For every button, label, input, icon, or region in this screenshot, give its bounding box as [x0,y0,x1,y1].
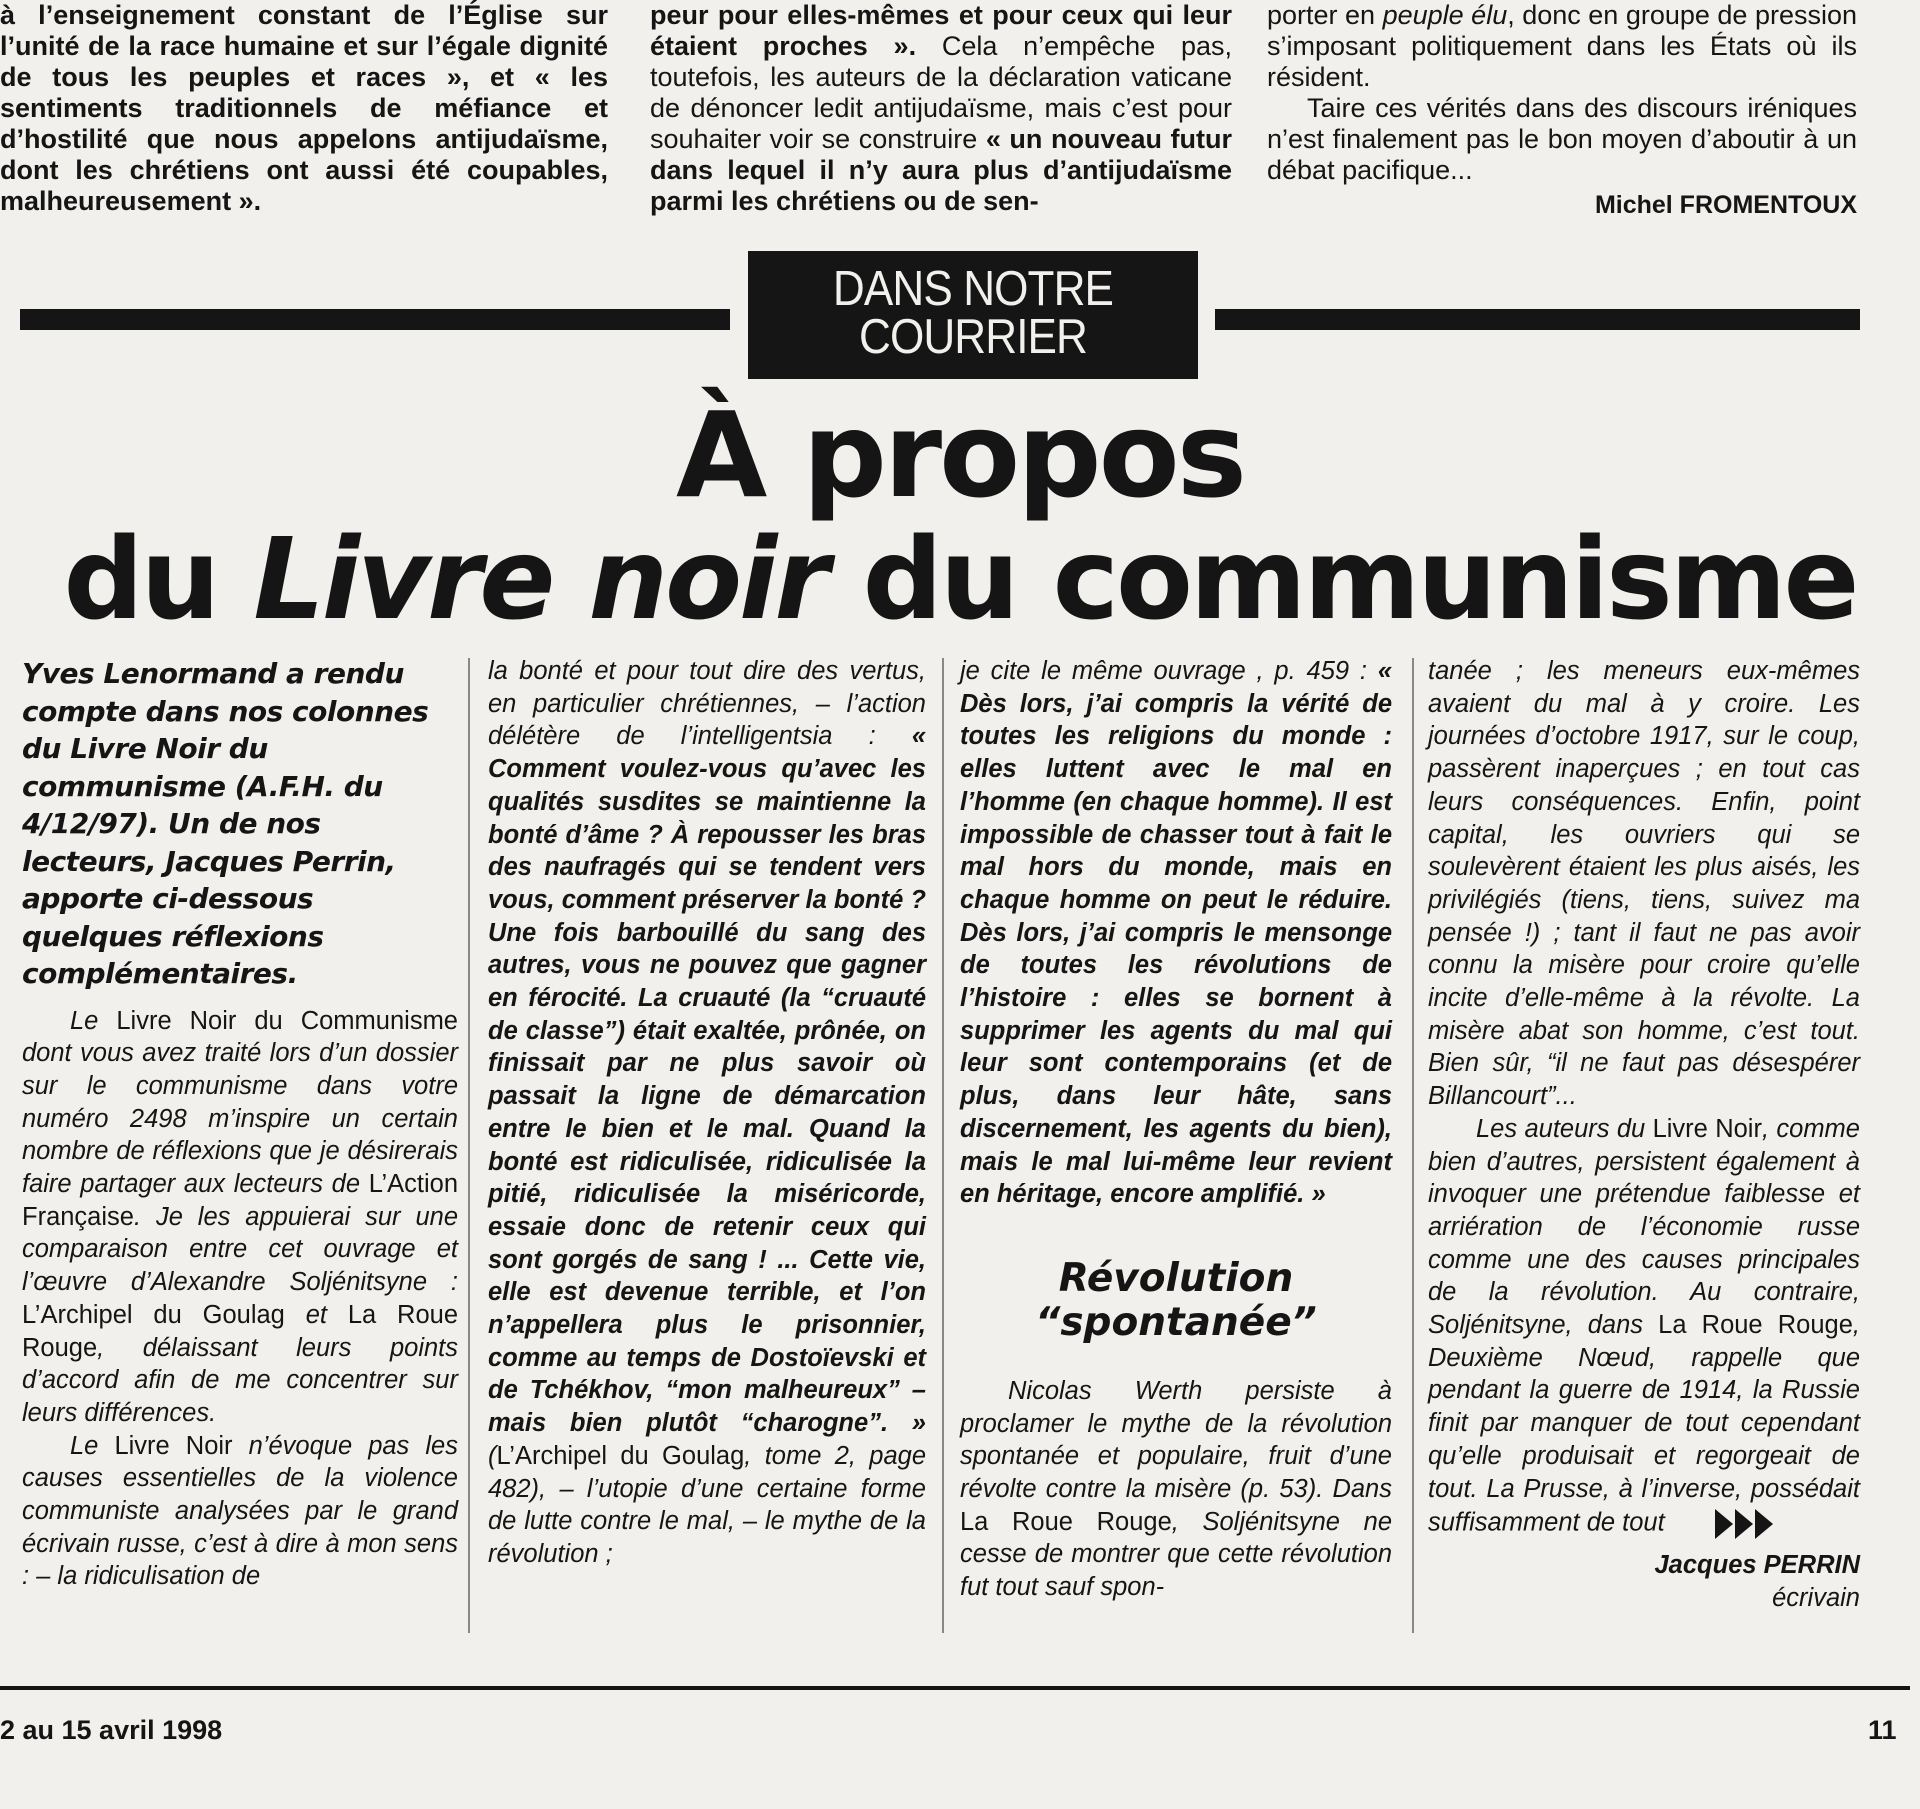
top-col2-bold2: « un nouveau futur dans lequel il n’y aura plus d’antijudaïsme parmi les chrétiens ou de sen- [650,124,1232,216]
section-box-line-1: DANS NOTRE [832,262,1114,316]
subheading-line-1: Révolution [1058,1255,1294,1301]
book-title: L’Archipel du Goulag [22,1300,285,1329]
top-col3-paragraph-2: Taire ces vérités dans des discours iréniques n’est finalement pas le bon moyen d’aboutir à un débat pacifique... [1267,93,1857,185]
col3-paragraph-1: je cite le même ouvrage , p. 459 : « Dès lors, j’ai compris la vérité de toutes les religions du monde : elles luttent avec le mal en l’homme (en chaque homme). Il est impossible de chasser tout à fait le mal hors du monde, mais en chaque homme on peut le réduire. Dès lors, j’ai compris le mensonge de toutes les révolutions de l’histoire : elles se bornent à supprimer les agents du mal qui leur sont contemporains (et de plus, dans leur hâte, sans discernement, les agents du bien), mais le mal lui-même leur revient en héritage, encore amplifié. » [960,657,1392,1209]
col3-paragraph-2: Nicolas Werth persiste à proclamer le mythe de la révolution spontanée et populaire, fruit d’une révolte contre la misère (p. 53). Dans La Roue Rouge, Soljénitsyne ne cesse de montrer que cette révolution fut tout sauf spon- [960,1376,1392,1602]
page-number: 11 [1868,1715,1897,1745]
section-rule-left [20,309,730,330]
col1-paragraph-2: Le Livre Noir n’évoque pas les causes essentielles de la violence communiste analysées par le grand écrivain russe, c’est à dire à mon sens : – la ridiculisation de [22,1431,458,1591]
col2-paragraph: la bonté et pour tout dire des vertus, en particulier chrétiennes, – l’action délétère de l’intelligentsia : « Comment voulez-vous qu’avec les qualités susdites se maintienne la bonté d’âme ? À repousser les bras des naufragés qui se tendent vers vous, comment préserver la bonté ? Une fois barbouillé du sang des autres, vous ne pouvez que gagner en férocité. La cruauté (la “cruauté de classe”) était exaltée, prônée, on finissait par ne plus savoir où passait la ligne de démarcation entre le bien et le mal. Quand la bonté est ridiculisée, ridiculisée la pitié, ridiculisée la miséricorde, essaie donc de retenir ceux qui sont gorgés de sang ! ... Cette vie, elle est devenue terrible, et l’on n’appellera plus le prisonnier, comme au temps de Dostoïevski et de Tchékhov, “mon malheureux” – mais bien plutôt “charogne”. » (L’Archipel du Goulag, tome 2, page 482), – l’utopie d’une certaine forme de lutte contre le mal, – le mythe de la révolution ; [488,657,927,1568]
article-column-2 [488,655,926,1571]
author-signature: Jacques PERRIN [1654,1551,1860,1580]
book-title: La Roue Rouge [22,1300,459,1362]
top-column-1 [0,0,608,217]
top-signature: Michel FROMENTOUX [1594,191,1857,219]
book-title: Livre Noir [114,1431,233,1460]
book-title: Livre Noir [1652,1114,1762,1143]
col1-paragraph-1: Le Livre Noir du Communisme dont vous avez traité lors d’un dossier sur le communisme dans votre numéro 2498 m’inspire un certain nombre de réflexions que je désirerais faire partager aux lecteurs de L’Action Française. Je les appuierai sur une comparaison entre cet ouvrage et l’œuvre d’Alexandre Soljénitsyne : L’Archipel du Goulag et La Roue Rouge, délaissant leurs points d’accord afin de me concentrer sur leurs différences. [22,1006,459,1427]
article-column-1 [22,655,458,1593]
headline-part-a: du [63,515,254,645]
top-column-2 [650,0,1232,217]
col4-paragraph-1: tanée ; les meneurs eux-mêmes avaient du mal à y croire. Les journées d’octobre 1917, sur le coup, passèrent inaperçues ; en tout cas leurs conséquences. Enfin, point capital, les ouvriers qui se soulevèrent étaient les plus aisés, les privilégiés (tiens, tiens, suivez ma pensée !) ; tant il faut ne pas avoir connu la misère pour croire qu’elle incite d’elle-même à la révolte. La misère abat son homme, c’est tout. Bien sûr, “il ne faut pas désespérer Billancourt”... [1428,657,1860,1111]
issue-date: 2 au 15 avril 1998 [0,1715,223,1745]
subheading-line-2: “spontanée” [1035,1299,1317,1345]
headline-line-2 [0,515,1920,645]
lede: Yves Lenormand a rendu compte dans nos colonnes du Livre Noir du communisme (A.F.H. du 4/12/97). Un de nos lecteurs, Jacques Perrin, apporte ci-dessous quelques réflexions complémentaires. [22,657,429,990]
section-rule-right [1215,309,1860,330]
newspaper-title: L’Action Française [22,1170,458,1231]
top-col2-bold: peur pour elles-mêmes et pour ceux qui leur étaient proches ». [650,0,1232,61]
top-col3-text-a: porter en [1267,0,1383,30]
top-col3-emphasis: peuple élu [1382,0,1508,30]
column-divider-1 [468,658,470,1633]
footer-rule [0,1686,1910,1690]
book-title: Livre Noir du Communisme [116,1006,458,1035]
col4-paragraph-2: Les auteurs du Livre Noir, comme bien d’autres, persistent également à invoquer une prétendue faiblesse et arriération de l’économie russe comme une des causes principales de la révolution. Au contraire, Soljénitsyne, dans La Roue Rouge, Deuxième Nœud, rappelle que pendant la guerre de 1914, la Russie finit par manquer de tout cependant qu’elle produisait et regorgeait de tout. La Prusse, à l’inverse, possédait suffisamment de tout [1428,1113,1860,1543]
headline-part-b: du communisme [826,515,1857,645]
column-divider-2 [942,658,944,1633]
book-title: L’Archipel du Goulag [496,1441,745,1470]
article-column-3 [960,655,1392,1604]
top-col1-text: à l’enseignement constant de l’Église sur l’unité de la race humaine et sur l’égale dignité de tous les peuples et races », et « les sentiments traditionnels de méfiance et d’hostilité que nous appelons antijudaïsme, dont les chrétiens ont aussi été coupables, malheureusement ». [0,0,608,216]
quotation: « Comment voulez-vous qu’avec les qualités susdites se maintienne la bonté d’âme ? À repousser les bras des naufragés qui se tendent vers vous, comment préserver la bonté ? Une fois barbouillé du sang des autres, vous ne pouvez que gagner en férocité. La cruauté (la “cruauté de classe”) était exaltée, prônée, on finissait par ne plus savoir où passait la ligne de démarcation entre le bien et le mal. Quand la bonté est ridiculisée, ridiculisée la pitié, ridiculisée la miséricorde, essaie donc de retenir ceux qui sont gorgés de sang ! ... Cette vie, elle est devenue terrible, et l’on n’appellera plus le prisonnier, comme au temps de Dostoïevski et de Tchékhov, “mon malheureux” – mais bien plutôt “charogne”. » [488,722,926,1438]
column-divider-3 [1412,658,1414,1633]
subheading [960,1257,1392,1345]
continued-arrow-icon [1665,1505,1729,1543]
top-col2-text: Cela n’empêche pas, toutefois, les auteurs de la déclaration vaticane de dénoncer ledit antijudaïsme, mais c’est pour souhaiter voir se construire [650,31,1232,154]
volume-title: Deuxième Nœud [1428,1343,1649,1372]
article-column-4 [1428,655,1860,1615]
top-col3-text-b: , donc en groupe de pression s’imposant politiquement dans les États où ils résident. [1267,0,1857,92]
top-column-3 [1267,0,1857,221]
book-title: La Roue Rouge [960,1507,1172,1536]
author-title: écrivain [1772,1583,1860,1612]
book-title: La Roue Rouge [1658,1311,1853,1340]
quotation: « Dès lors, j’ai compris la vérité de toutes les religions du monde : elles luttent avec le mal en l’homme (en chaque homme). Il est impossible de chasser tout à fait le mal hors du monde, mais en chaque homme on peut le réduire. Dès lors, j’ai compris le mensonge de toutes les révolutions de l’histoire : elles se bornent à supprimer les agents du mal qui leur sont contemporains (et de plus, dans leur hâte, sans discernement, les agents du bien), mais le mal lui-même leur revient en héritage, encore amplifié. » [960,657,1392,1209]
section-box-line-2: COURRIER [858,310,1088,364]
headline-book-title: Livre noir [253,515,827,645]
section-box [748,251,1198,379]
headline-line-1: À propos [676,386,1244,524]
